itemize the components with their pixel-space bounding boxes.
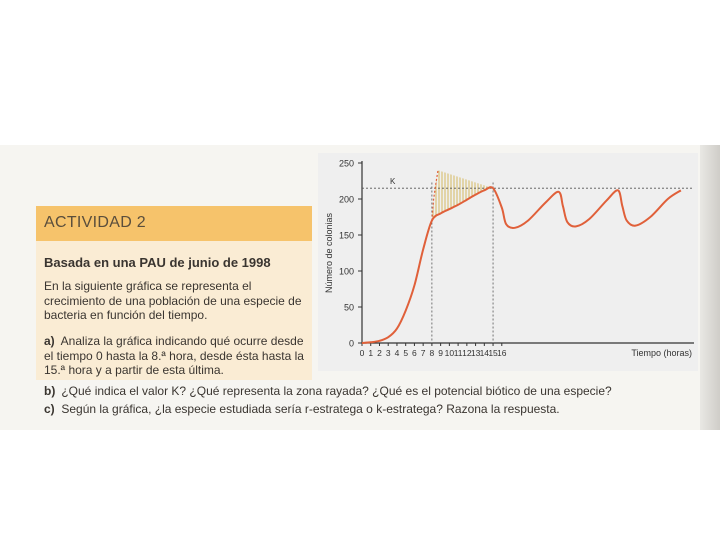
chart-panel [318,153,698,371]
k-label: K [389,177,396,187]
x-tick-label: 5 [403,348,409,358]
intro-text: En la siguiente gráfica se representa el crecimiento de una población de una especie de bacteria en función del tiempo. [44,279,302,322]
x-tick-label: 14 [479,348,490,358]
question-a [44,334,306,378]
y-tick-label: 0 [348,338,354,349]
x-tick-label: 0 [359,348,365,358]
x-tick-label: 15 [488,348,498,358]
x-tick-label: 7 [420,348,426,358]
growth-chart [318,153,698,371]
x-tick-label: 9 [438,348,443,358]
question-text: ¿Qué indica el valor K? ¿Qué representa la zona rayada? ¿Qué es el potencial biótico de una especie? [61,384,612,398]
y-tick-label: 250 [338,158,354,169]
question-label: b) [44,384,56,398]
x-tick-label: 16 [497,348,507,358]
question-label: a) [44,334,55,348]
x-tick-label: 6 [412,348,417,358]
x-tick-label: 13 [470,348,481,358]
x-tick-label: 4 [394,348,400,358]
x-tick-label: 11 [453,348,463,358]
y-axis-label: Número de colonias [324,212,334,294]
activity-subtitle: Basada en una PAU de junio de 1998 [44,255,271,270]
x-axis-label: Tiempo (horas) [631,348,692,358]
y-tick-label: 100 [338,266,354,277]
activity-title: ACTIVIDAD 2 [44,214,146,231]
x-tick-label: 3 [385,348,391,358]
y-tick-label: 200 [338,194,354,205]
question-b [44,384,612,398]
x-tick-label: 10 [444,348,455,358]
page-edge [700,145,720,430]
question-c [44,402,560,416]
x-tick-label: 12 [462,348,472,358]
x-tick-label: 2 [377,348,382,358]
question-text: Analiza la gráfica indicando qué ocurre desde el tiempo 0 hasta la 8.ª hora, desde ésta hasta la 15.ª hora y a partir de esta última. [44,334,304,377]
y-tick-label: 150 [338,230,354,241]
population-curve [362,187,681,343]
y-tick-label: 50 [343,302,354,313]
activity-intro [44,279,306,329]
x-tick-label: 8 [429,348,435,358]
x-tick-label: 1 [368,348,374,358]
question-text: Según la gráfica, ¿la especie estudiada sería r-estratega o k-estratega? Razona la respuesta. [61,402,560,416]
question-label: c) [44,402,55,416]
